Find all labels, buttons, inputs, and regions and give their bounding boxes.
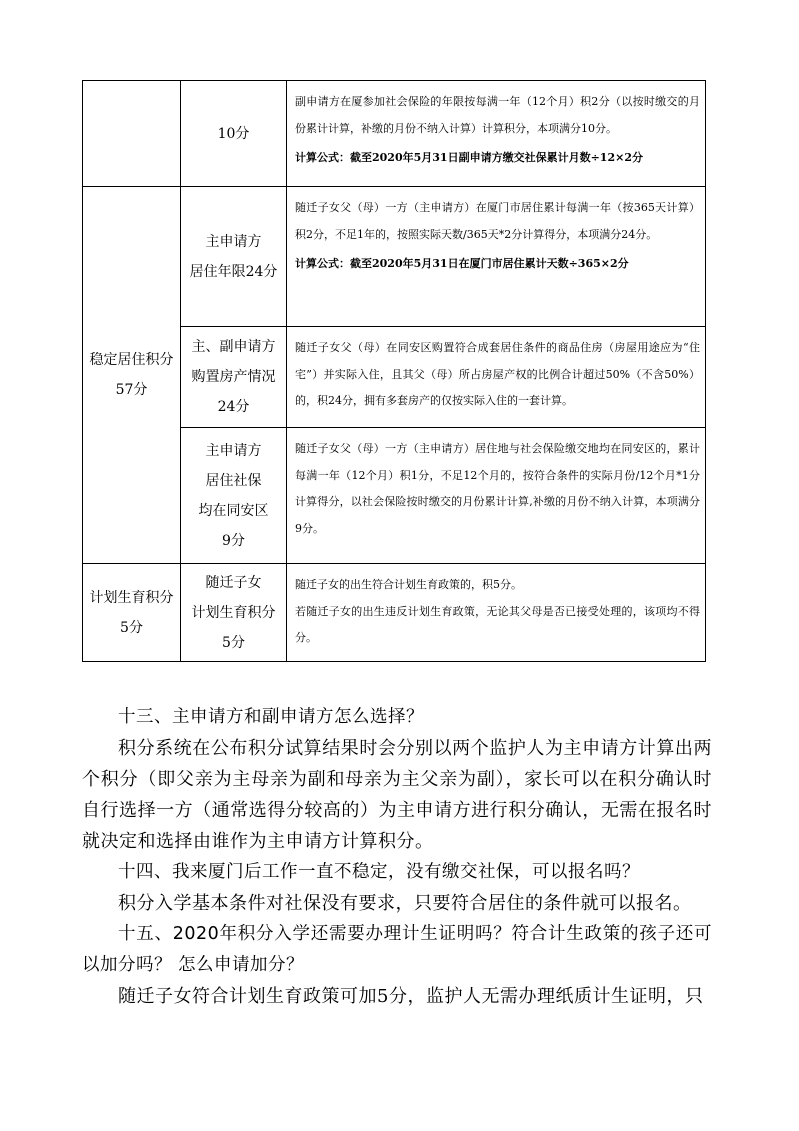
question-13: 十三、主申请方和副申请方怎么选择？ <box>118 707 424 727</box>
category-label: 计划生育积分 <box>89 589 174 606</box>
rule-text: 随迁子女的出生符合计划生育政策的，积5分。 <box>295 578 522 591</box>
answer-15: 随迁子女符合计划生育政策可加5分，监护人无需办理纸质计生证明，只 <box>118 986 704 1007</box>
item-cell <box>181 428 287 564</box>
item-label: 10分 <box>217 125 250 142</box>
item-label: 主申请方 <box>205 442 262 459</box>
category-cell-stable-residence <box>83 187 181 564</box>
faq-section <box>82 702 712 1012</box>
rule-text: 随迁子女父（母）一方（主申请方）居住地与社会保险缴交地均在同安区的，累计每满一年（12个月）积1分，不足12个月的，按符合条件的实际月份/12个月*1分计算得分，以社会保险按时缴交的月份累计计算,补缴的月份不纳入计算，本项满分9分。 <box>295 442 700 535</box>
rule-text: 随迁子女父（母）一方（主申请方）在厦门市居住累计每满一年（按365天计算）积2分，不足1年的，按照实际天数/365天*2分计算得分，本项满分24分。 <box>295 201 700 241</box>
table-row <box>83 81 706 187</box>
item-label: 计划生育积分 <box>191 604 276 621</box>
answer-14: 积分入学基本条件对社保没有要求，只要符合居住的条件就可以报名。 <box>118 893 692 914</box>
item-label: 5分 <box>222 634 245 651</box>
item-label: 9分 <box>222 532 245 549</box>
rule-text: 若随迁子女的出生违反计划生育政策，无论其父母是否已接受处理的，该项均不得分。 <box>295 604 700 644</box>
item-label: 主、副申请方 <box>191 339 276 355</box>
item-cell <box>181 187 287 327</box>
category-cell-family-planning <box>83 564 181 662</box>
item-cell <box>181 564 287 662</box>
item-label: 居住社保 <box>205 472 262 489</box>
points-table <box>82 80 706 662</box>
category-cell-empty <box>83 81 181 187</box>
category-score: 5分 <box>120 619 143 636</box>
category-score: 57分 <box>115 382 148 398</box>
item-cell <box>181 81 287 187</box>
item-label: 购置房产情况 <box>191 369 276 385</box>
rule-cell <box>287 81 706 187</box>
rule-text: 副申请方在厦参加社会保险的年限按每满一年（12个月）积2分（以按时缴交的月份累计计算，补缴的月份不纳入计算）计算积分，本项满分10分。 <box>295 95 700 135</box>
question-15: 十五、2020年积分入学还需要办理计生证明吗？符合计生政策的孩子还可以加分吗？ 怎么申请加分？ <box>82 924 712 975</box>
formula-text: 计算公式：截至2020年5月31日在厦门市居住累计天数÷365×2分 <box>295 257 629 270</box>
item-label: 均在同安区 <box>198 502 269 519</box>
item-cell <box>181 327 287 428</box>
table-row <box>83 187 706 327</box>
rule-cell <box>287 327 706 428</box>
category-label: 稳定居住积分 <box>89 352 174 368</box>
item-label: 随迁子女 <box>205 574 262 591</box>
rule-cell <box>287 564 706 662</box>
rule-cell <box>287 428 706 564</box>
item-label: 24分 <box>217 399 250 415</box>
item-label: 主申请方 <box>205 233 262 250</box>
rule-text: 随迁子女父（母）在同安区购置符合成套居住条件的商品住房（房屋用途应为“住宅”）并实际入住，且其父（母）所占房屋产权的比例合计超过50%（不含50%）的，积24分，拥有多套房产的仅按实际入住的一套计算。 <box>295 341 700 407</box>
rule-cell <box>287 187 706 327</box>
answer-13: 积分系统在公布积分试算结果时会分别以两个监护人为主申请方计算出两个积分（即父亲为主母亲为副和母亲为主父亲为副），家长可以在积分确认时自行选择一方（通常选得分较高的）为主申请方进行积分确认，无需在报名时就决定和选择由谁作为主申请方计算积分。 <box>82 738 712 852</box>
table-row <box>83 564 706 662</box>
item-label: 居住年限24分 <box>189 263 278 280</box>
formula-text: 计算公式：截至2020年5月31日副申请方缴交社保累计月数÷12×2分 <box>295 151 643 164</box>
question-14: 十四、我来厦门后工作一直不稳定，没有缴交社保，可以报名吗？ <box>118 862 640 882</box>
